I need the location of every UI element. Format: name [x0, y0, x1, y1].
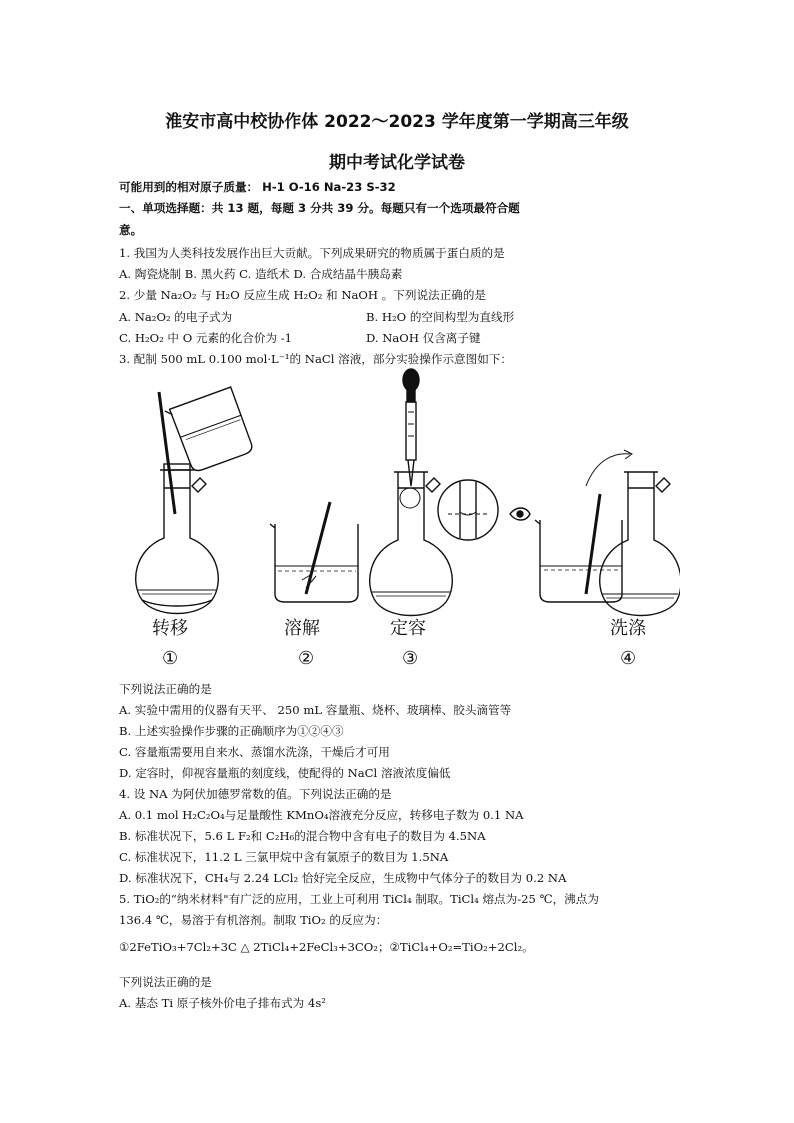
q4-option-a: A. 0.1 mol H₂C₂O₄与足量酸性 KMnO₄溶液充分反应，转移电子数为 0.1 NA: [119, 808, 524, 822]
section1-heading: 一、单项选择题：共 13 题，每题 3 分共 39 分。每题只有一个选项最符合题: [119, 201, 520, 215]
fig-label-fix-volume: 定容: [390, 618, 426, 639]
volumetric-flask-1: [136, 464, 219, 614]
q4-option-d: D. 标准状况下，CH₄与 2.24 LCl₂ 恰好完全反应，生成物中气体分子的数目为 0.2 NA: [119, 871, 567, 885]
q5-option-a: A. 基态 Ti 原子核外价电子排布式为 4s²: [119, 996, 326, 1010]
beaker-wash: [535, 494, 622, 602]
magnified-view: [438, 480, 498, 540]
q2-option-c: C. H₂O₂ 中 O 元素的化合价为 -1: [119, 331, 293, 345]
section1-heading-cont: 意。: [119, 223, 143, 237]
volumetric-flask-4: [600, 472, 680, 616]
fig-label-transfer: 转移: [152, 618, 188, 639]
fig-label-wash: 洗涤: [610, 618, 646, 639]
eye-icon: [510, 508, 530, 520]
q3-option-b: B. 上述实验操作步骤的正确顺序为①②④③: [119, 724, 344, 738]
q3-option-d: D. 定容时，仰视容量瓶的刻度线，使配得的 NaCl 溶液浓度偏低: [119, 766, 451, 780]
fig-number-3: ③: [402, 648, 419, 669]
q3-option-c: C. 容量瓶需要用自来水、蒸馏水洗涤，干燥后才可用: [119, 745, 390, 759]
q5-stem-cont: 136.4 ℃，易溶于有机溶剂。制取 TiO₂ 的反应为：: [119, 913, 388, 927]
fig-label-dissolve: 溶解: [284, 618, 320, 639]
q5-stem: 5. TiO₂的“纳米材料"有广泛的应用，工业上可利用 TiCl₄ 制取。TiCl₄ 熔点为-25 ℃，沸点为: [119, 892, 599, 906]
volumetric-flask-3: [370, 472, 453, 616]
atomic-mass-line: 可能用到的相对原子质量： H-1 O-16 Na-23 S-32: [119, 180, 396, 194]
q3-prompt: 下列说法正确的是: [119, 682, 212, 696]
beaker-dissolve: [270, 502, 358, 602]
q1-stem: 1. 我国为人类科技发展作出巨大贡献。下列成果研究的物质属于蛋白质的是: [119, 246, 505, 260]
curved-arrow: [586, 454, 630, 486]
q2-stem: 2. 少量 Na₂O₂ 与 H₂O 反应生成 H₂O₂ 和 NaOH 。下列说法正确的是: [119, 288, 487, 302]
exam-title-line2: 期中考试化学试卷: [329, 153, 465, 173]
q3-stem: 3. 配制 500 mL 0.100 mol·L⁻¹的 NaCl 溶液，部分实验操作示意图如下：: [119, 352, 513, 366]
exam-title-line1: 淮安市高中校协作体 2022～2023 学年度第一学期高三年级: [165, 112, 629, 132]
glass-rod-1: [159, 392, 175, 514]
q1-options: A. 陶瓷烧制 B. 黑火药 C. 造纸术 D. 合成结晶牛胰岛素: [119, 267, 403, 281]
pouring-beaker: [165, 387, 254, 475]
q2-option-b: B. H₂O 的空间构型为直线形: [366, 310, 515, 324]
q2-option-a: A. Na₂O₂ 的电子式为: [119, 310, 233, 324]
q2-option-d: D. NaOH 仅含离子键: [366, 331, 481, 345]
dropper: [403, 369, 419, 486]
solution-prep-figure: [120, 368, 680, 676]
fig-number-2: ②: [298, 648, 315, 669]
q5-reaction: ①2FeTiO₃+7Cl₂+3C △ 2TiCl₄+2FeCl₃+3CO₂；②TiCl₄+O₂=TiO₂+2Cl₂。: [119, 940, 534, 954]
q4-option-c: C. 标准状况下，11.2 L 三氯甲烷中含有氯原子的数目为 1.5NA: [119, 850, 449, 864]
q5-prompt: 下列说法正确的是: [119, 975, 212, 989]
q4-option-b: B. 标准状况下，5.6 L F₂和 C₂H₆的混合物中含有电子的数目为 4.5NA: [119, 829, 486, 843]
q4-stem: 4. 设 NA 为阿伏加德罗常数的值。下列说法正确的是: [119, 787, 392, 801]
q3-option-a: A. 实验中需用的仪器有天平、 250 mL 容量瓶、烧杯、玻璃棒、胶头滴管等: [119, 703, 512, 717]
fig-number-1: ①: [162, 648, 179, 669]
fig-number-4: ④: [620, 648, 637, 669]
